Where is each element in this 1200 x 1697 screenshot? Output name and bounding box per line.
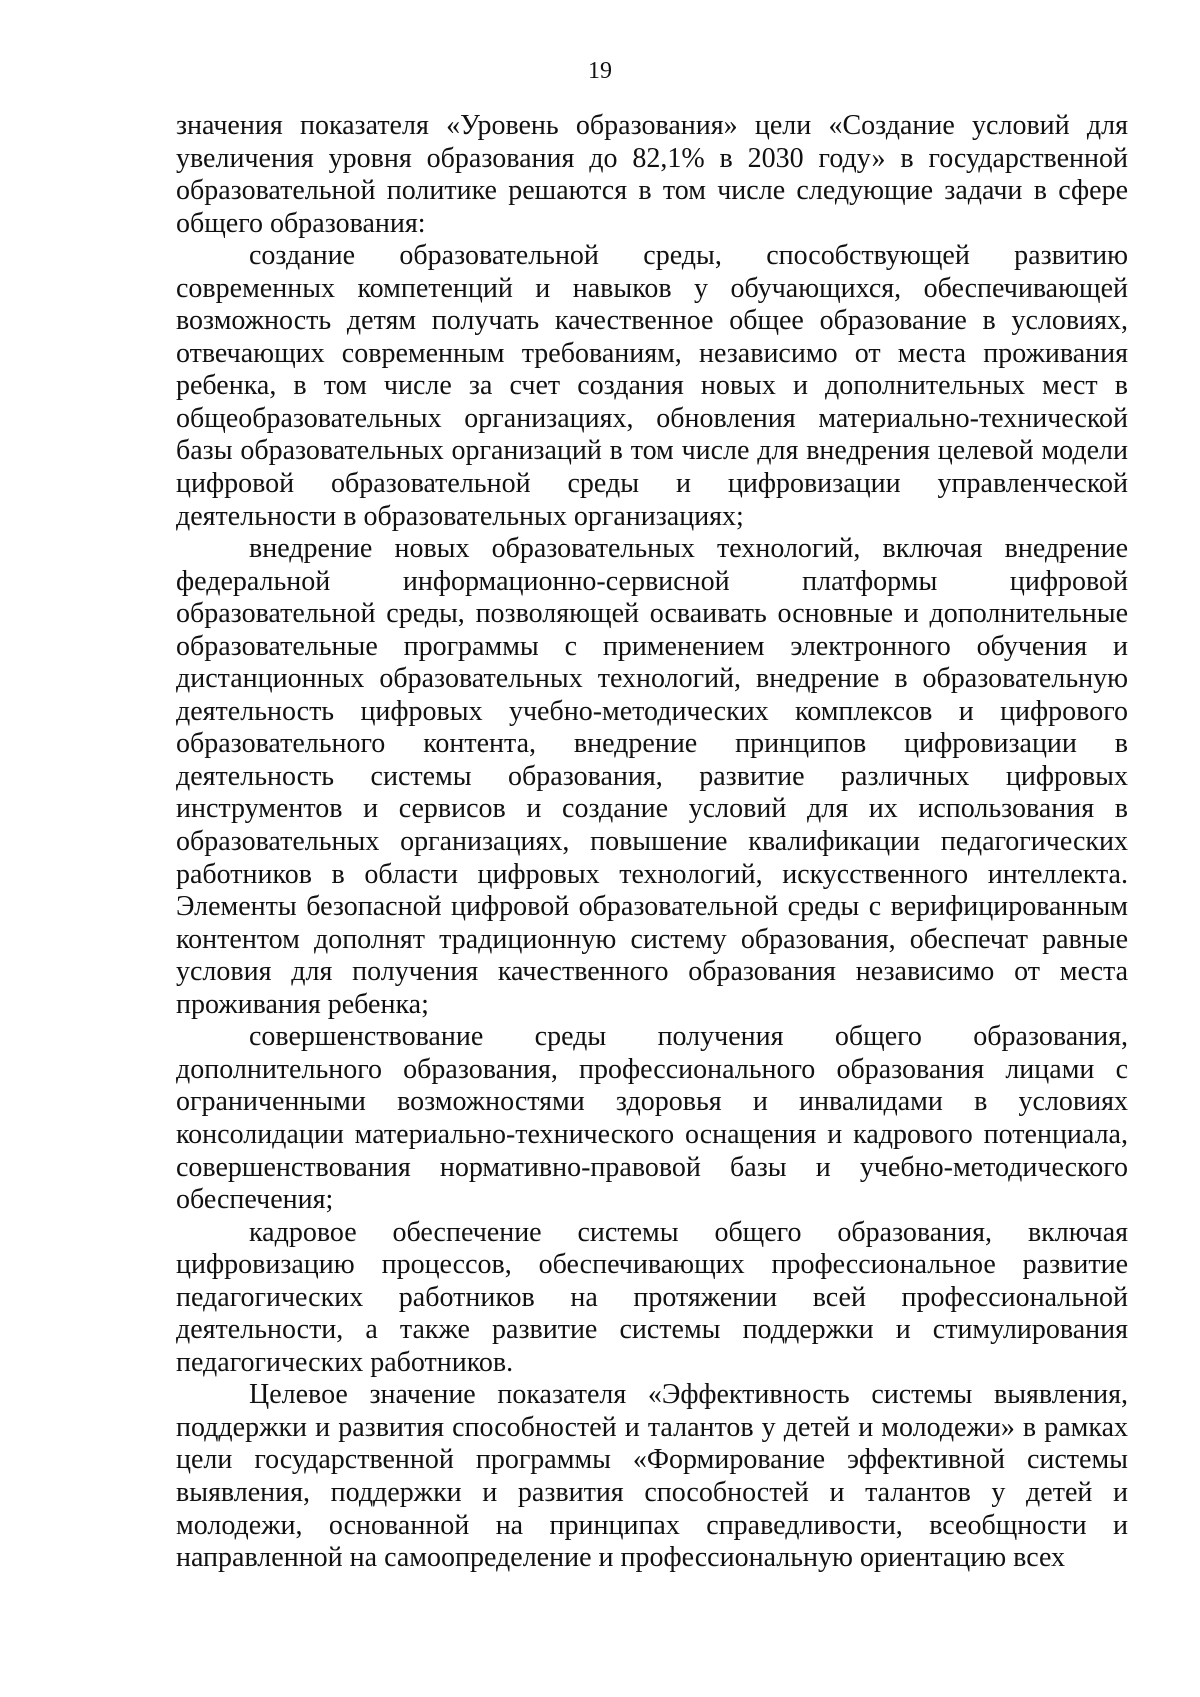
paragraph-digital-technologies: внедрение новых образовательных технологий, включая внедрение федеральной информационно-сервисной платформы цифровой образовательной среды, позволяющей осваивать основные и дополнительные образовательные программы с применением электронного обучения и дистанционных образовательных технологий, внедрение в образовательную деятельность цифровых учебно-методических комплексов и цифрового образовательного контента, внедрение принципов цифровизации в деятельность системы образования, развитие различных цифровых инструментов и сервисов и создание условий для их использования в образовательных организациях, повышение квалификации педагогических работников в области цифровых технологий, искусственного интеллекта. Элементы безопасной цифровой образовательной среды с верифицированным контентом дополнят традиционную систему образования, обеспечат равные условия для получения качественного образования независимо от места проживания ребенка; — [176, 533, 1128, 1020]
paragraph-continuation: значения показателя «Уровень образования» цели «Создание условий для увеличения уровня образования до 82,1% в 2030 году» в государственной образовательной политике решаются в том числе следующие задачи в сфере общего образования: — [176, 110, 1128, 239]
paragraph-talent-indicator: Целевое значение показателя «Эффективность системы выявления, поддержки и развития способностей и талантов у детей и молодежи» в рамках цели государственной программы «Формирование эффективной системы выявления, поддержки и развития способностей и талантов у детей и молодежи, основанной на принципах справедливости, всеобщности и направленной на самоопределение и профессиональную ориентацию всех — [176, 1379, 1128, 1574]
body-text — [176, 110, 1128, 1575]
paragraph-inclusive-education: совершенствование среды получения общего образования, дополнительного образования, профессионального образования лицами с ограниченными возможностями здоровья и инвалидами в условиях консолидации материально-технического оснащения и кадрового потенциала, совершенствования нормативно-правовой базы и учебно-методического обеспечения; — [176, 1021, 1128, 1216]
paragraph-staffing: кадровое обеспечение системы общего образования, включая цифровизацию процессов, обеспечивающих профессиональное развитие педагогических работников на протяжении всей профессиональной деятельности, а также развитие системы поддержки и стимулирования педагогических работников. — [176, 1216, 1128, 1378]
paragraph-education-environment: создание образовательной среды, способствующей развитию современных компетенций и навыков у обучающихся, обеспечивающей возможность детям получать качественное общее образование в условиях, отвечающих современным требованиям, независимо от места проживания ребенка, в том числе за счет создания новых и дополнительных мест в общеобразовательных организациях, обновления материально-технической базы образовательных организаций в том числе для внедрения целевой модели цифровой образовательной среды и цифровизации управленческой деятельности в образовательных организациях; — [176, 240, 1128, 532]
page-number: 19 — [588, 58, 612, 84]
